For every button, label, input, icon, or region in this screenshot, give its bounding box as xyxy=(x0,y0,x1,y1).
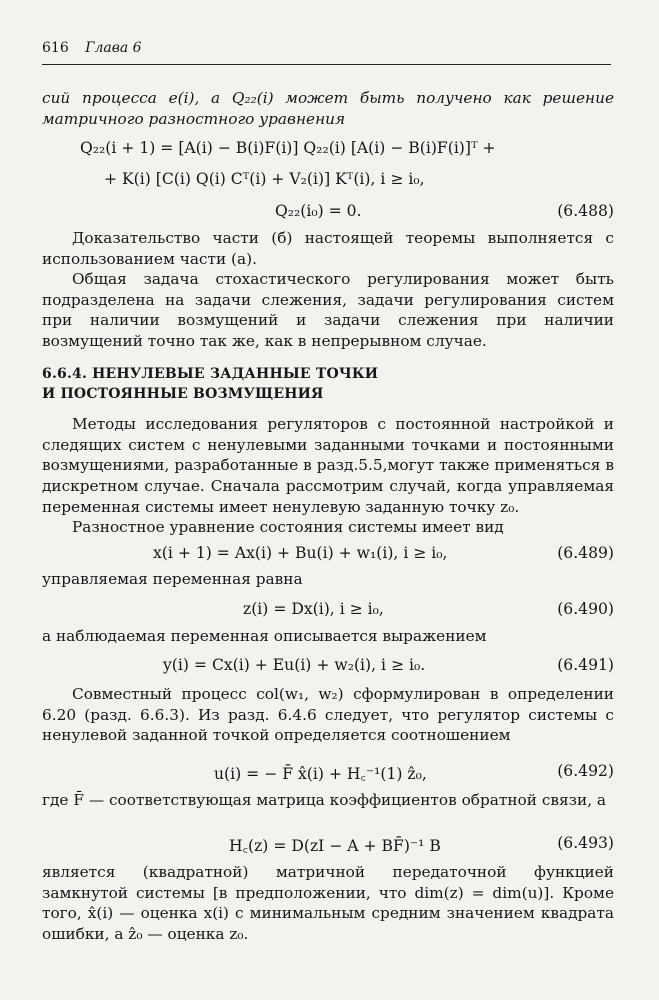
equation-493: H꜀(z) = D(zI − A + BF̄)⁻¹ B xyxy=(229,837,441,855)
header-rule xyxy=(42,64,611,65)
paragraph-general-problem: Общая задача стохастического регулирования может быть подразделена на задачи слежения, задачи регулирования систем при наличии возмущений и задачи слежения при наличии возмущений точно так же, как в непрерывном случае. xyxy=(42,270,614,351)
chapter-label: Глава 6 xyxy=(85,40,142,56)
running-header xyxy=(42,40,142,56)
equation-490: z(i) = Dx(i), i ≥ i₀, xyxy=(243,600,384,618)
paragraph-joint-process: Совместный процесс col(w₁, w₂) сформулирован в определении 6.20 (разд. 6.6.3). Из разд. 6.4.6 следует, что регулятор системы с ненулевой заданной точкой определяется соотношением xyxy=(42,685,614,745)
equation-488-line1: Q₂₂(i + 1) = [A(i) − B(i)F(i)] Q₂₂(i) [A(i) − B(i)F(i)]ᵀ + xyxy=(80,139,496,157)
paragraph-methods: Методы исследования регуляторов с постоянной настройкой и следящих систем с ненулевыми заданными точками и постоянными возмущениями, разработанные в разд.5.5,могут также применяться в дискретном случае. Сначала рассмотрим случай, когда управляемая переменная системы имеет ненулевую заданную точку z₀. xyxy=(42,415,614,516)
paragraph-intro: сий процесса e(i), а Q₂₂(i) может быть получено как решение матричного разностного уравнения xyxy=(42,89,614,128)
section-title-line2: И ПОСТОЯННЫЕ ВОЗМУЩЕНИЯ xyxy=(42,386,324,402)
section-title-line1: НЕНУЛЕВЫЕ ЗАДАННЫЕ ТОЧКИ xyxy=(92,366,379,382)
equation-492: u(i) = − F̄ x̂(i) + H꜀⁻¹(1) ẑ₀, xyxy=(214,765,427,783)
page-number: 616 xyxy=(42,40,69,56)
equation-number-493: (6.493) xyxy=(557,834,614,852)
equation-488-line3: Q₂₂(i₀) = 0. xyxy=(275,202,362,220)
paragraph-state-equation-intro: Разностное уравнение состояния системы имеет вид xyxy=(72,518,504,536)
paragraph-observed-variable: а наблюдаемая переменная описывается выражением xyxy=(42,627,487,645)
section-heading xyxy=(42,364,378,404)
equation-number-488: (6.488) xyxy=(557,202,614,220)
equation-489: x(i + 1) = Ax(i) + Bu(i) + w₁(i), i ≥ i₀, xyxy=(153,544,448,562)
equation-number-489: (6.489) xyxy=(557,544,614,562)
equation-number-491: (6.491) xyxy=(557,656,614,674)
section-number: 6.6.4. xyxy=(42,366,88,382)
equation-number-490: (6.490) xyxy=(557,600,614,618)
paragraph-controlled-variable: управляемая переменная равна xyxy=(42,570,303,588)
paragraph-transfer-function: является (квадратной) матричной передаточной функцией замкнутой системы [в предположении, что dim(z) = dim(u)]. Кроме того, x̂(i) — оценка x(i) с минимальным средним значением квадрата ошибки, а ẑ₀ — оценка z₀. xyxy=(42,863,614,944)
paragraph-proof: Доказательство части (б) настоящей теоремы выполняется с использованием части (а). xyxy=(42,229,614,268)
equation-488-line2: + K(i) [C(i) Q(i) Cᵀ(i) + V₂(i)] Kᵀ(i), i ≥ i₀, xyxy=(104,170,425,188)
paragraph-feedback-matrix: где F̄ — соответствующая матрица коэффициентов обратной связи, а xyxy=(42,791,607,809)
equation-number-492: (6.492) xyxy=(557,762,614,780)
equation-491: y(i) = Cx(i) + Eu(i) + w₂(i), i ≥ i₀. xyxy=(163,656,426,674)
